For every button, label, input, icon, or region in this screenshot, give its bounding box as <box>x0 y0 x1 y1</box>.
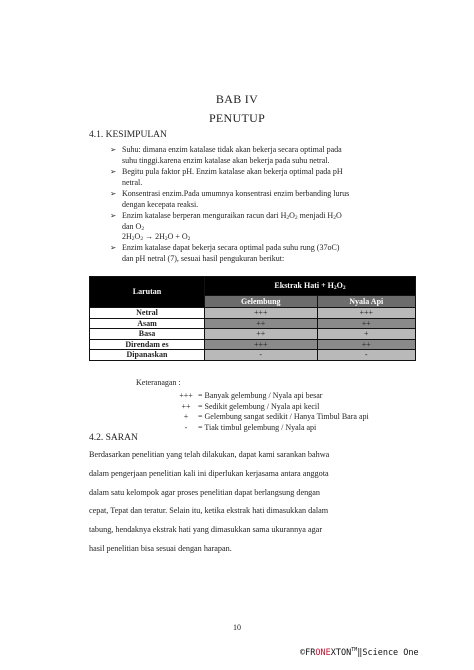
chapter-number: BAB IV <box>215 92 259 106</box>
arrow-bullet-icon: ➢ <box>110 145 117 154</box>
table-cell-gelembung: +++ <box>205 339 318 350</box>
list-item-line: Suhu: dimana enzim katalase tidak akan bekerja secara optimal pada <box>122 145 342 154</box>
table-cell-label: Dipanaskan <box>90 350 205 361</box>
table-header-ekstrak: Ekstrak Hati + $H_2O_2$ <box>205 277 416 296</box>
footer-brand: ©FRONEXTON™‖Science One <box>300 647 419 658</box>
table-row <box>90 308 416 319</box>
list-item-line: Begitu pula faktor pH. Enzim katalase akan bekerja optimal pada pH <box>122 167 343 176</box>
arrow-bullet-icon: ➢ <box>110 211 117 220</box>
list-item-line: dan pH netral (7), sesuai hasil pengukuran berikut: <box>122 253 285 263</box>
paragraph-line: Berdasarkan penelitian yang telah dilakukan, dapat kami sarankan bahwa <box>89 450 330 459</box>
legend-list <box>176 391 369 433</box>
list-item <box>110 145 422 166</box>
table-cell-label: Netral <box>90 308 205 319</box>
table-cell-nyala: ++ <box>317 339 416 350</box>
list-item <box>110 243 422 264</box>
table-cell-label: Direndam es <box>90 339 205 350</box>
list-item-line: Konsentrasi enzim.Pada umumnya konsentrasi enzim berbanding lurus <box>122 189 350 198</box>
table-header-larutan: Larutan <box>90 277 205 308</box>
table-cell-nyala: ++ <box>317 318 416 329</box>
chapter-title: PENUTUP <box>208 111 266 125</box>
table-row <box>90 329 416 340</box>
results-table <box>89 276 416 361</box>
list-item-line: suhu tinggi.karena enzim katalase akan bekerja pada suhu netral. <box>122 155 330 165</box>
page-number: 10 <box>233 623 241 632</box>
arrow-bullet-icon: ➢ <box>110 243 117 252</box>
table-cell-gelembung: +++ <box>205 308 318 319</box>
list-item-line: Enzim katalase dapat bekerja secara optimal pada suhu rung (37oC) <box>122 243 340 252</box>
table-row <box>90 350 416 361</box>
paragraph-line: cepat, Tepat dan teratur. Selain itu, ketika ekstrak hati dimasukkan dalam <box>89 506 329 516</box>
paragraph-line: dalam pengerjaan penelitian kali ini diperlukan kerjasama antara anggota <box>89 468 329 478</box>
legend-title: Keteranagan : <box>136 378 181 387</box>
legend-item: + = Gelembung sangat sedikit / Hanya Timbul Bara api <box>183 412 369 421</box>
table-cell-label: Asam <box>90 318 205 329</box>
list-item <box>110 167 422 188</box>
legend-item: +++ = Banyak gelembung / Nyala api besar <box>179 391 323 400</box>
list-item <box>110 211 422 243</box>
table-cell-nyala: +++ <box>317 308 416 319</box>
list-item <box>110 189 422 210</box>
arrow-bullet-icon: ➢ <box>110 189 117 198</box>
table-row <box>90 318 416 329</box>
table-row <box>90 339 416 350</box>
table-header-nyala-api: Nyala Api <box>317 296 416 308</box>
section-heading-saran: 4.2. SARAN <box>89 433 138 443</box>
table-cell-gelembung: ++ <box>205 318 318 329</box>
table-header-gelembung: Gelembung <box>205 296 318 308</box>
section-heading-kesimpulan: 4.1. KESIMPULAN <box>89 130 167 140</box>
table-cell-nyala: + <box>317 329 416 340</box>
table-cell-gelembung: - <box>205 350 318 361</box>
paragraph-line: tabung, hendaknya ekstrak hati yang dimasukkan sama ukurannya agar <box>89 525 323 535</box>
legend-item: - = Tiak timbul gelembung / Nyala api <box>184 422 317 432</box>
list-item-line: netral. <box>122 177 143 187</box>
paragraph-line: dalam satu kelompok agar proses penelitian dapat berlangsung dengan <box>89 487 320 497</box>
list-item-line: dan $O_2$ <box>122 221 145 232</box>
table-cell-nyala: - <box>317 350 416 361</box>
saran-paragraph <box>89 446 419 559</box>
equation: $2H_2O_2 \to 2H_2O + O_2$ <box>122 232 191 243</box>
list-item-line: Enzim katalase berperan menguraikan racun dari $H_2O_2$ menjadi $H_2O$ <box>122 211 342 221</box>
table-cell-gelembung: ++ <box>205 329 318 340</box>
list-item-line: dengan kecepata reaksi. <box>122 199 199 209</box>
arrow-bullet-icon: ➢ <box>110 167 117 176</box>
table-cell-label: Basa <box>90 329 205 340</box>
paragraph-line: hasil penelitian bisa sesuai dengan harapan. <box>89 543 232 553</box>
legend-item: ++ = Sedikit gelembung / Nyala api kecil <box>181 401 320 411</box>
